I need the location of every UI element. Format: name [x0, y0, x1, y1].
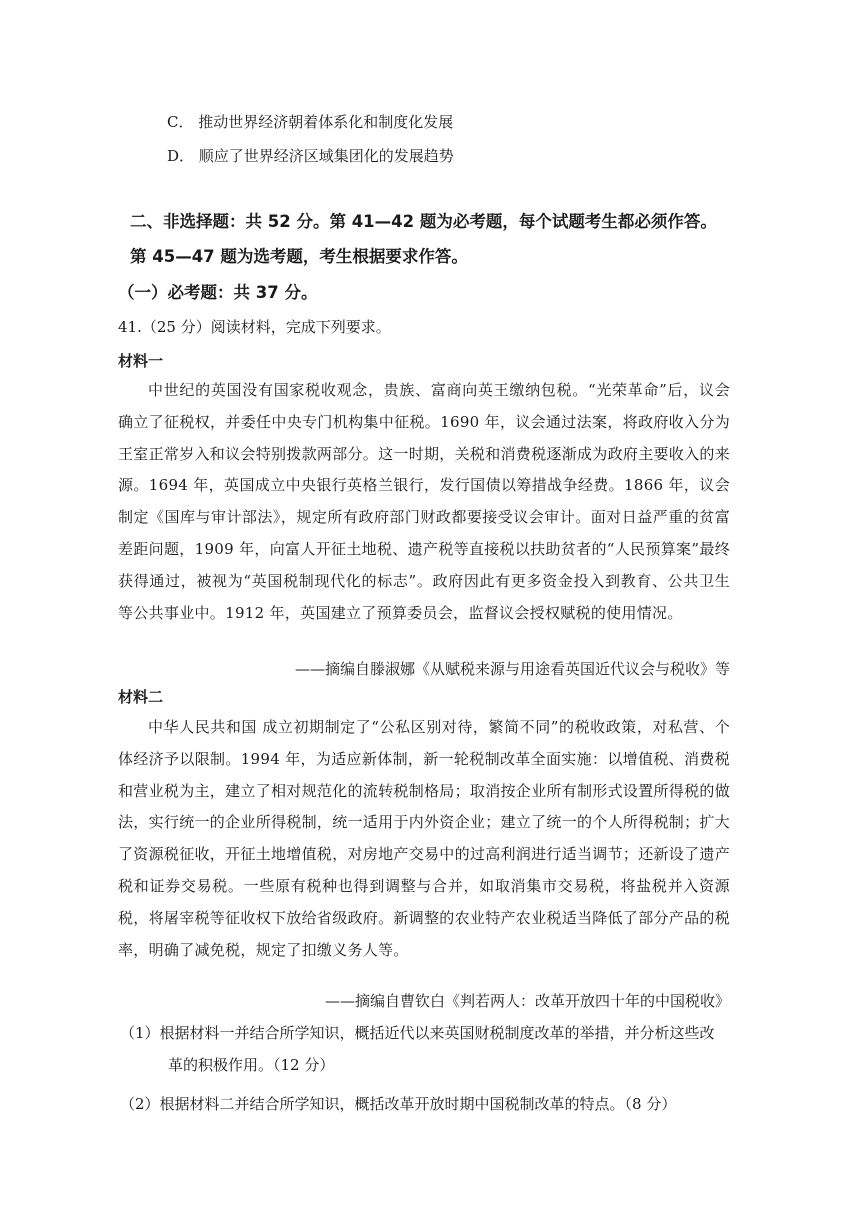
option-d: D． 顺应了世界经济区域集团化的发展趋势	[167, 147, 454, 165]
sub-section-heading: （一）必考题：共 37 分。	[118, 283, 318, 302]
sub-question-1	[120, 1017, 732, 1081]
sub-question-1-line2: 革的积极作用。（12 分）	[168, 1056, 335, 1074]
material2-source: ——摘编自曹钦白《判若两人：改革开放四十年的中国税收》	[324, 992, 730, 1010]
sub-question-2: （2）根据材料二并结合所学知识，概括改革开放时期中国税制改革的特点。（8 分）	[120, 1095, 677, 1113]
section-heading-line1: 二、非选择题：共 52 分。第 41—42 题为必考题，每个试题考生都必须作答。	[130, 212, 717, 231]
sub-question-1-line1: （1）根据材料一并结合所学知识，概括近代以来英国财税制度改革的举措，并分析这些改	[120, 1024, 715, 1042]
material1-text: 中世纪的英国没有国家税收观念，贵族、富商向英王缴纳包税。“光荣革命”后，议会确立了征税权，并委任中央专门机构集中征税。1690 年，议会通过法案，将政府收入分为王室正常岁入和议会特别拨款两部分。这一时期，关税和消费税逐渐成为政府主要收入的来源。1694 年，英国成立中央银行英格兰银行，发行国债以筹措战争经费。1866 年，议会制定《国库与审计部法》，规定所有政府部门财政都要接受议会审计。面对日益严重的贫富差距问题，1909 年，向富人开征土地税、遗产税等直接税以扶助贫者的“人民预算案”最终获得通过，被视为“英国税制现代化的标志”。政府因此有更多资金投入到教育、公共卫生等公共事业中。1912 年，英国建立了预算委员会，监督议会授权赋税的使用情况。	[118, 381, 731, 622]
material2-text: 中华人民共和国 成立初期制定了“公私区别对待，繁简不同”的税收政策，对私营、个体经济予以限制。1994 年，为适应新体制，新一轮税制改革全面实施：以增值税、消费税和营业税为主，建立了相对规范化的流转税制格局；取消按企业所有制形式设置所得税的做法，实行统一的企业所得税制，统一适用于内外资企业；建立了统一的个人所得税制；扩大了资源税征收，开征土地增值税，对房地产交易中的过高利润进行适当调节；还新设了遗产税和证券交易税。一些原有税种也得到调整与合并，如取消集市交易税，将盐税并入资源税，将屠宰税等征收权下放给省级政府。新调整的农业特产农业税适当降低了部分产品的税率，明确了减免税，规定了扣缴义务人等。	[118, 718, 731, 959]
material1-title: 材料一	[118, 352, 164, 370]
material1-source: ——摘编自滕淑娜《从赋税来源与用途看英国近代议会与税收》等	[294, 660, 730, 678]
option-c: C． 推动世界经济朝着体系化和制度化发展	[167, 113, 454, 131]
material2-title: 材料二	[118, 688, 164, 706]
section-heading-line2: 第 45—47 题为选考题，考生根据要求作答。	[130, 247, 468, 266]
question-intro: 41.（25 分）阅读材料，完成下列要求。	[118, 318, 391, 336]
